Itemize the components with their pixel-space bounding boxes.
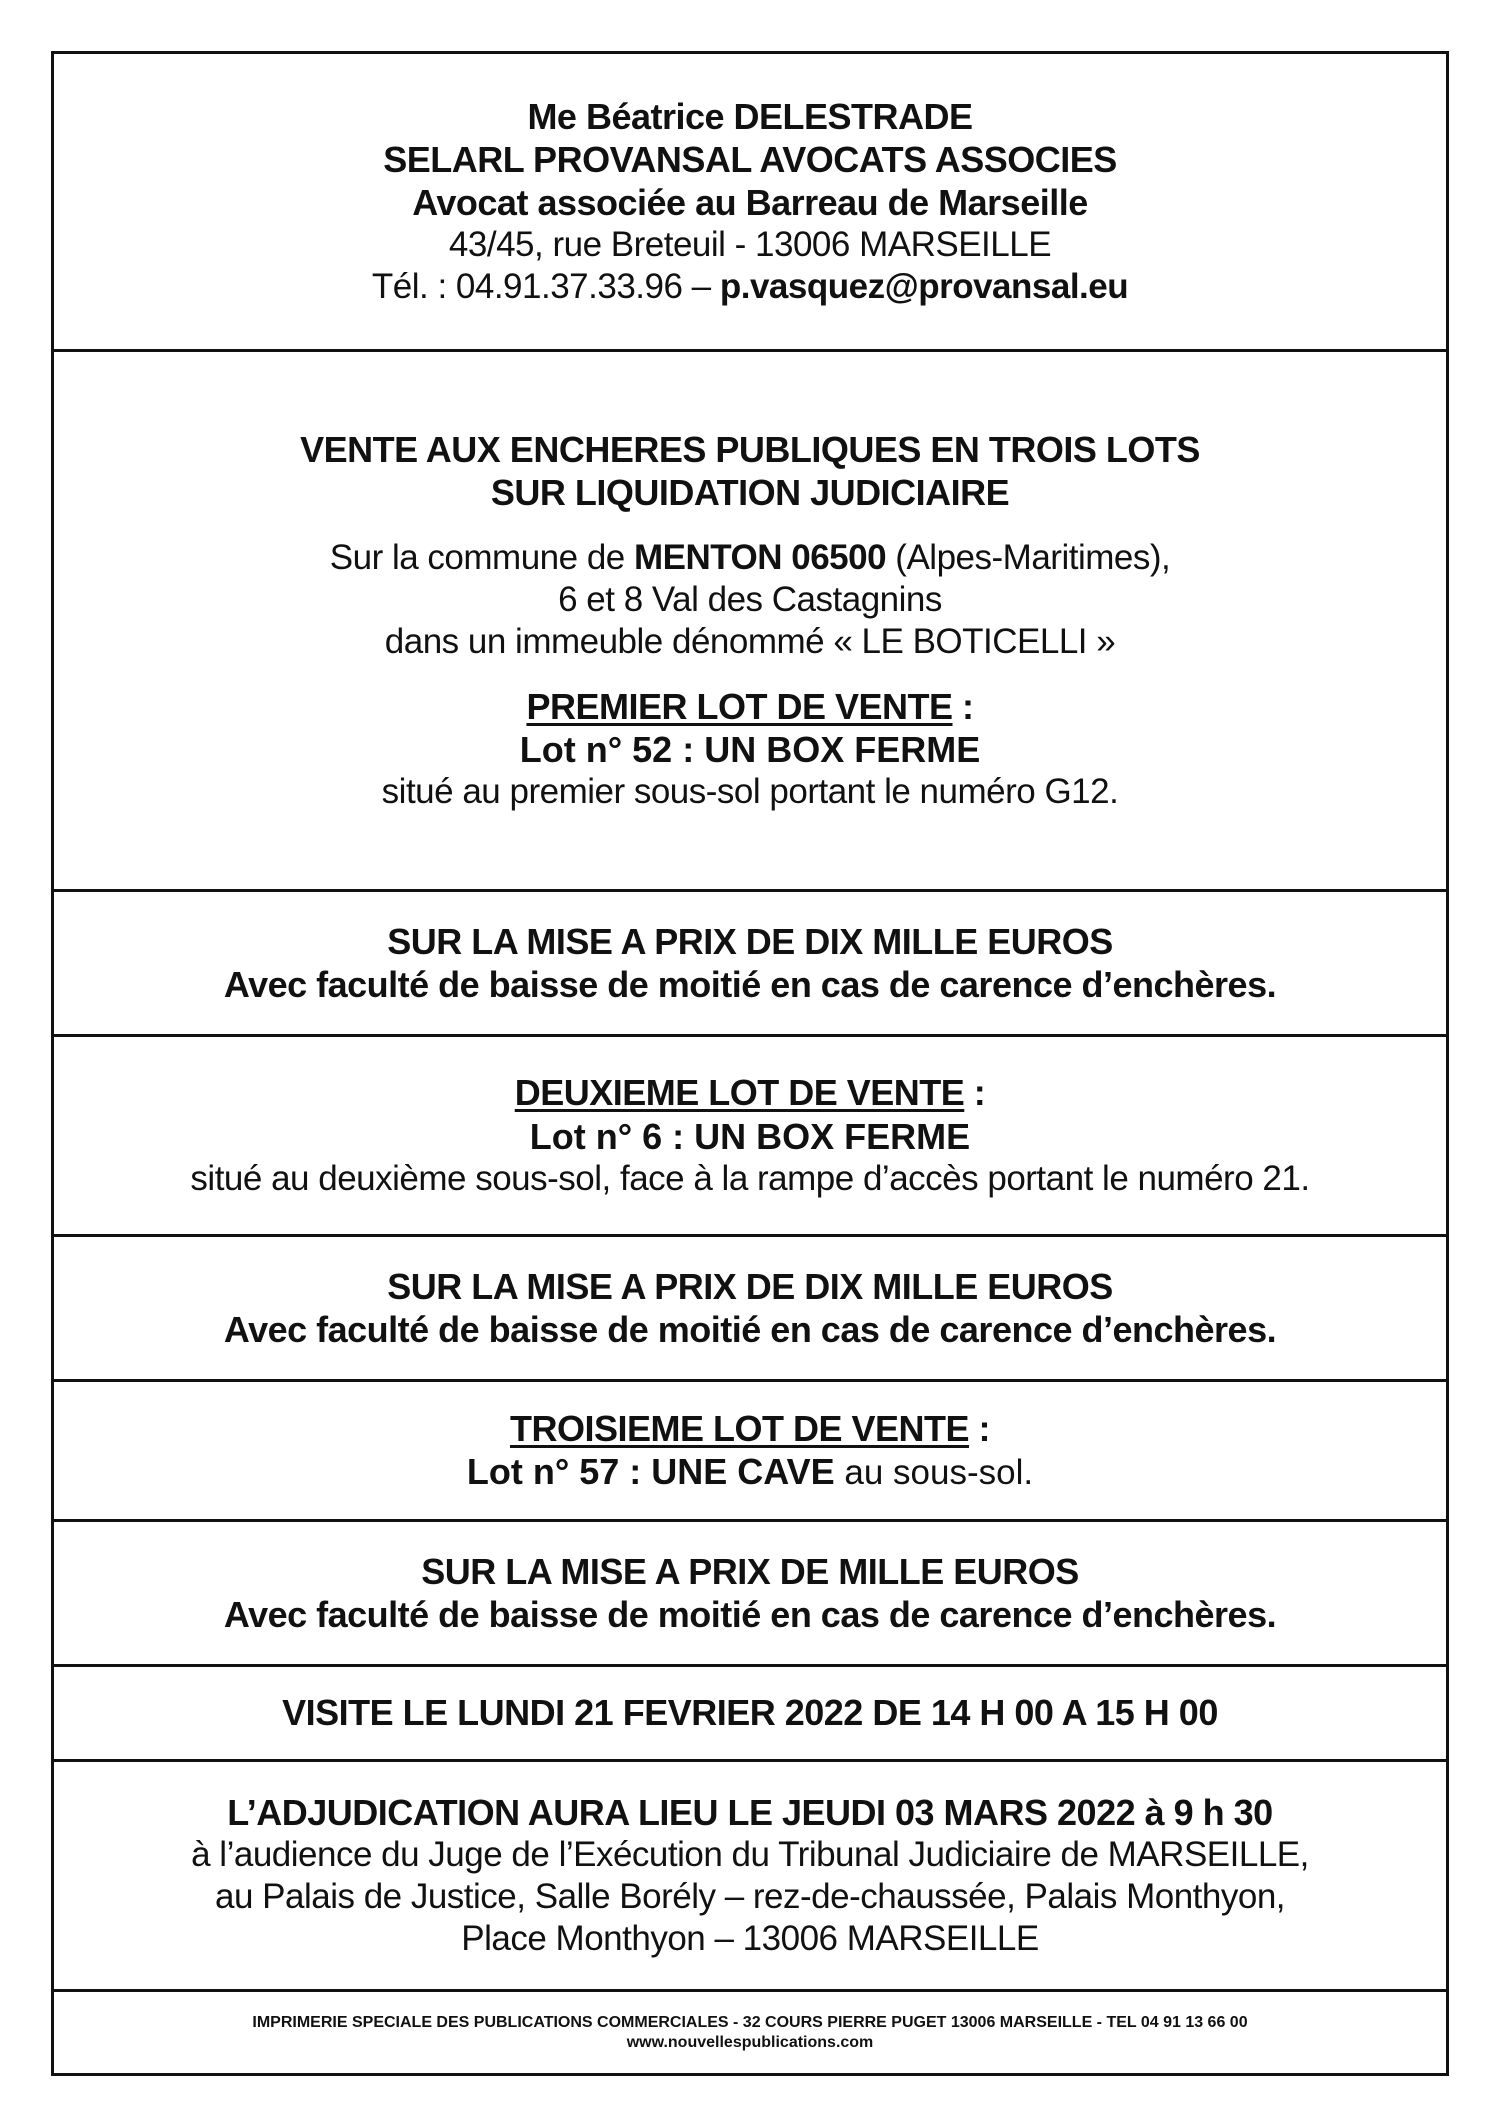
lot1-title: Lot n° 52 : UN BOX FERME [519, 728, 981, 770]
lot1-price-reduction: Avec faculté de baisse de moitié en cas de carence d’enchères. [223, 964, 1277, 1005]
printer-footer [54, 1992, 1446, 2073]
sale-title-line2: SUR LIQUIDATION JUDICIAIRE [490, 472, 1010, 514]
lot1-description: situé au premier sous-sol portant le numéro G12. [381, 771, 1119, 811]
lot2-heading-suffix: : [964, 1072, 986, 1114]
adjudication-info [54, 1762, 1446, 1992]
lot3-title-rest: au sous-sol. [834, 1453, 1034, 1493]
lot2-title: Lot n° 6 : UN BOX FERME [529, 1115, 971, 1157]
lot3-description [54, 1382, 1446, 1522]
lot3-heading-text: TROISIEME LOT DE VENTE [509, 1407, 970, 1449]
location-line [330, 537, 1170, 579]
sale-title-line1: VENTE AUX ENCHERES PUBLIQUES EN TROIS LOTS [300, 429, 1200, 471]
contact-line [372, 266, 1128, 308]
lot3-starting-price: SUR LA MISE A PRIX DE MILLE EUROS [421, 1550, 1079, 1592]
email-address[interactable]: p.vasquez@provansal.eu [719, 267, 1129, 307]
lot2-starting-price: SUR LA MISE A PRIX DE DIX MILLE EUROS [387, 1265, 1113, 1307]
lot3-heading-suffix: : [969, 1407, 991, 1449]
street-address: 6 et 8 Val des Castagnins [558, 579, 942, 619]
visit-date: VISITE LE LUNDI 21 FEVRIER 2022 DE 14 H 00 A 15 H 00 [282, 1692, 1218, 1734]
lot1-starting-price: SUR LA MISE A PRIX DE DIX MILLE EUROS [387, 920, 1113, 962]
lawyer-role: Avocat associée au Barreau de Marseille [412, 182, 1088, 224]
lot2-heading-text: DEUXIEME LOT DE VENTE [514, 1072, 965, 1114]
adjudication-title: L’ADJUDICATION AURA LIEU LE JEUDI 03 MARS 2022 à 9 h 30 [227, 1791, 1273, 1833]
lot1-heading-suffix: : [952, 685, 974, 727]
phone-number: Tél. : 04.91.37.33.96 – [371, 267, 720, 307]
location-prefix: Sur la commune de [329, 537, 634, 577]
law-firm: SELARL PROVANSAL AVOCATS ASSOCIES [383, 138, 1117, 180]
lot3-title [467, 1450, 1033, 1494]
location-suffix: (Alpes-Maritimes), [886, 537, 1171, 577]
adjudication-venue: au Palais de Justice, Salle Borély – rez-de-chaussée, Palais Monthyon, [214, 1877, 1286, 1917]
location-city: MENTON 06500 [634, 537, 887, 577]
lawyer-header [54, 54, 1446, 352]
lot1-heading [526, 685, 973, 728]
notice-frame [51, 51, 1449, 2076]
lot3-heading [510, 1407, 990, 1450]
lot2-price-reduction: Avec faculté de baisse de moitié en cas de carence d’enchères. [223, 1309, 1277, 1350]
lawyer-name: Me Béatrice DELESTRADE [527, 95, 973, 137]
lot1-price [54, 892, 1446, 1037]
adjudication-court: à l’audience du Juge de l’Exécution du Tribunal Judiciaire de MARSEILLE, [191, 1835, 1309, 1875]
lot2-description [54, 1037, 1446, 1237]
lot3-title-bold: Lot n° 57 : UNE CAVE [466, 1451, 835, 1493]
printer-website[interactable]: www.nouvellespublications.com [626, 2033, 874, 2051]
lot3-price [54, 1522, 1446, 1667]
sale-description [54, 352, 1446, 892]
printer-info: IMPRIMERIE SPECIALE DES PUBLICATIONS COMMERCIALES - 32 COURS PIERRE PUGET 13006 MARSEILLE - TEL 04 91 13 66 00 [252, 2014, 1248, 2032]
building-name: dans un immeuble dénommé « LE BOTICELLI » [384, 621, 1116, 661]
firm-address: 43/45, rue Breteuil - 13006 MARSEILLE [448, 225, 1052, 265]
visit-info [54, 1667, 1446, 1762]
lot2-price [54, 1237, 1446, 1382]
lot2-heading [515, 1071, 986, 1114]
lot3-price-reduction: Avec faculté de baisse de moitié en cas de carence d’enchères. [223, 1594, 1277, 1635]
adjudication-address: Place Monthyon – 13006 MARSEILLE [461, 1919, 1039, 1959]
lot1-heading-text: PREMIER LOT DE VENTE [526, 685, 953, 727]
lot2-details: situé au deuxième sous-sol, face à la rampe d’accès portant le numéro 21. [190, 1158, 1310, 1198]
